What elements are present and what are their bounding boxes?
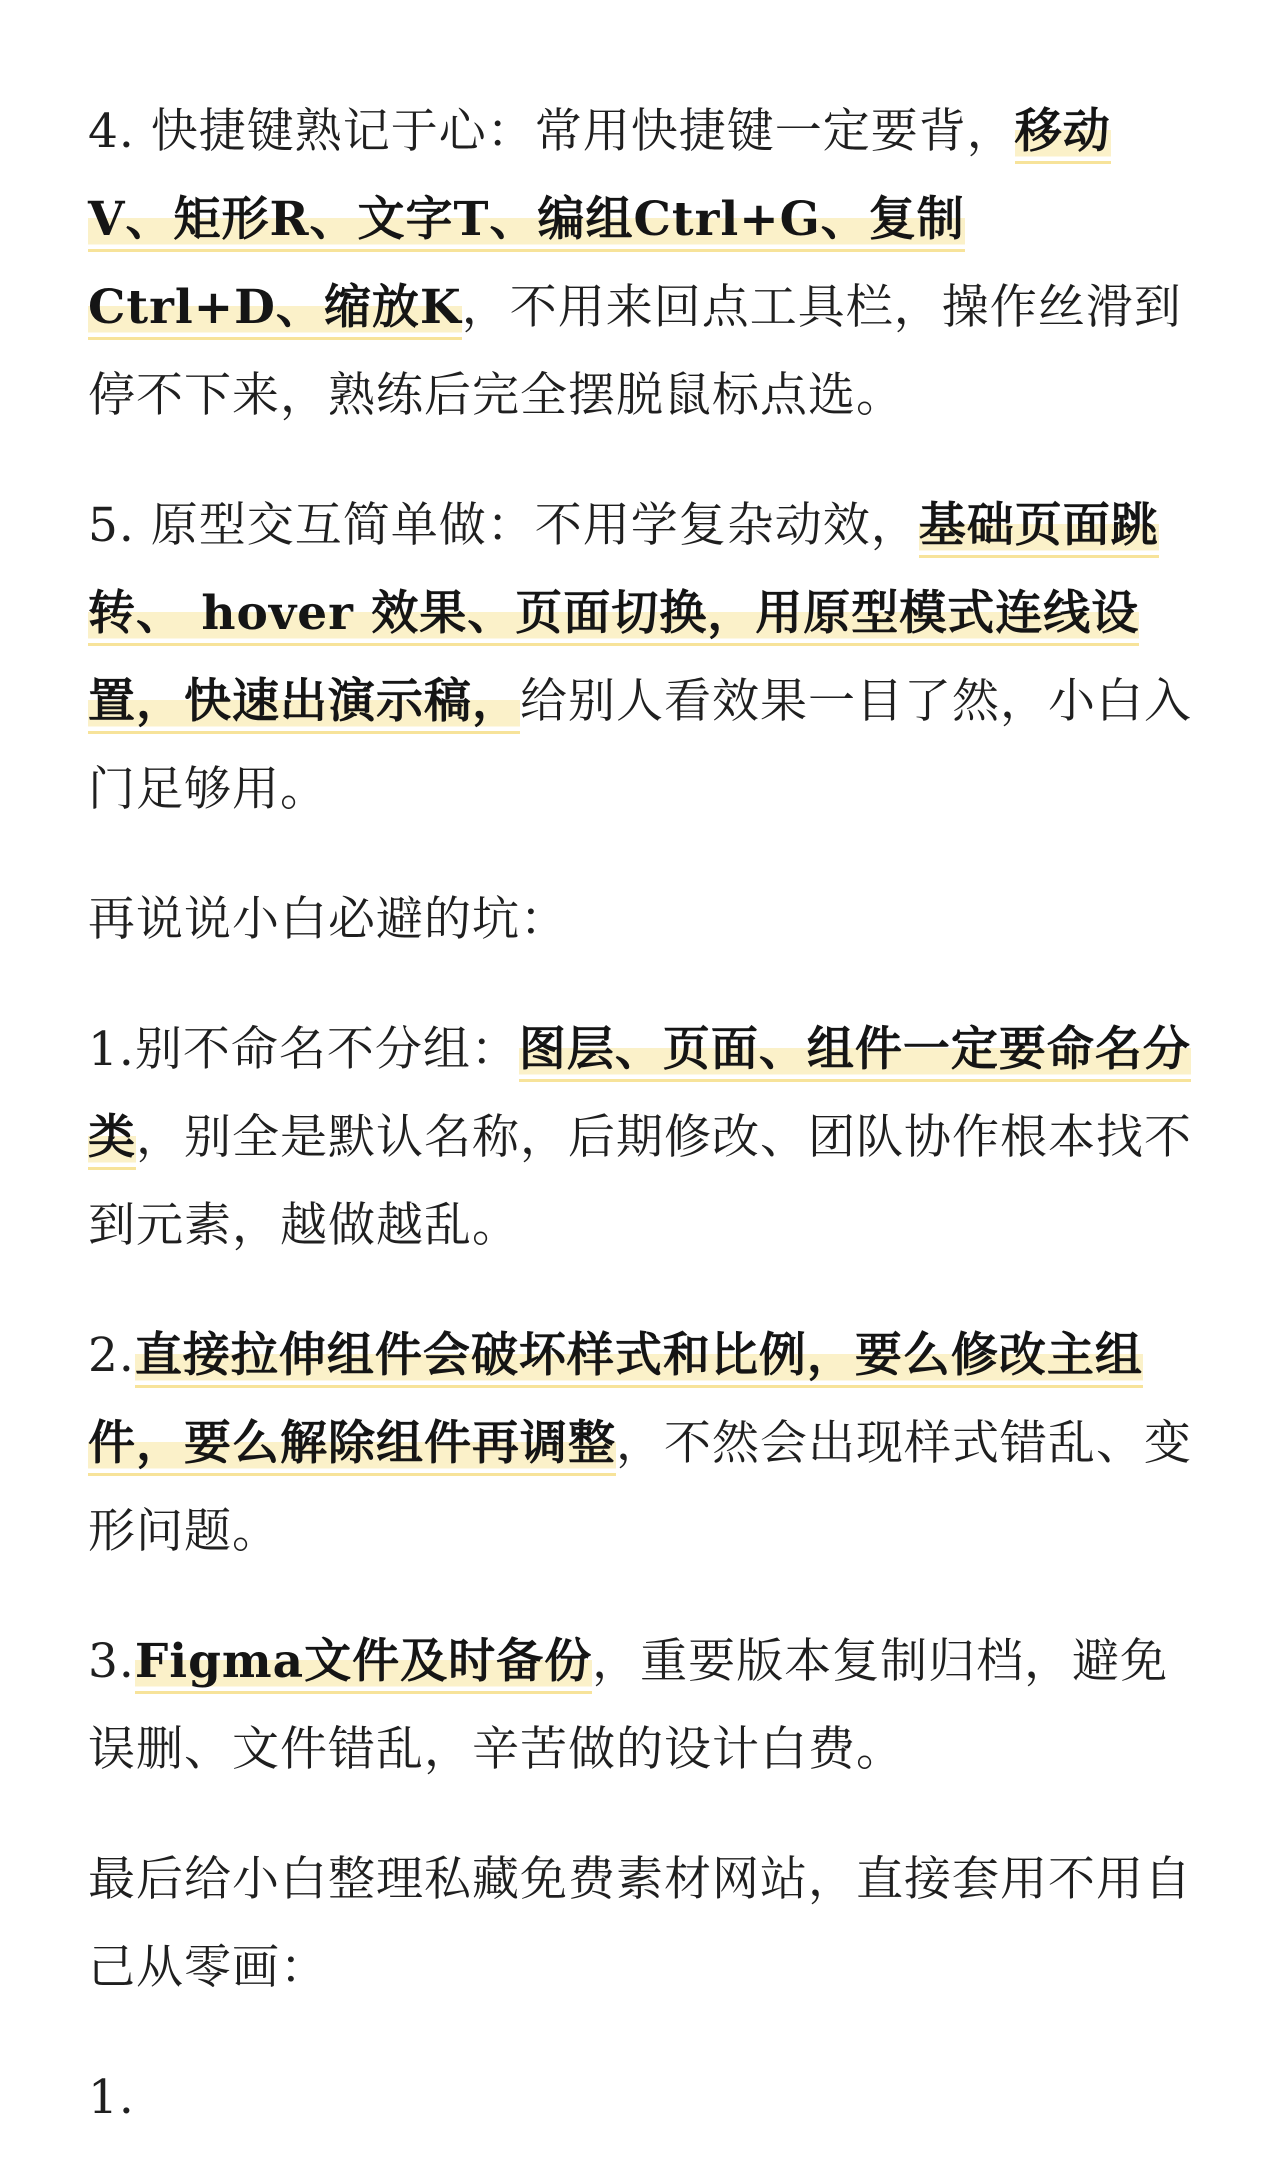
pitfall-1-highlight: 图层、页面、组件一定要命名分类	[88, 1022, 1191, 1170]
tip-5-lead: 5. 原型交互简单做：不用学复杂动效，	[88, 498, 919, 553]
pitfall-1-tail: ，别全是默认名称，后期修改、团队协作根本找不到元素，越做越乱。	[88, 1110, 1192, 1253]
pitfall-3-highlight: Figma文件及时备份	[135, 1634, 592, 1694]
pitfall-2-paragraph	[88, 1312, 1196, 1576]
tip-5-paragraph	[88, 482, 1196, 834]
resource-list-item-1: 1.	[88, 2070, 135, 2125]
pitfall-3-lead: 3.	[88, 1634, 135, 1689]
article-body	[88, 88, 1196, 2184]
pitfall-1-paragraph	[88, 1006, 1196, 1270]
tip-4-lead: 4. 快捷键熟记于心：常用快捷键一定要背，	[88, 104, 1015, 159]
tip-5-tail: 给别人看效果一目了然，小白入门足够用。	[88, 674, 1192, 817]
pitfall-3-tail: ，重要版本复制归档，避免误删、文件错乱，辛苦做的设计白费。	[88, 1634, 1169, 1777]
tip-4-paragraph	[88, 88, 1196, 440]
pitfall-2-highlight: 直接拉伸组件会破坏样式和比例，要么修改主组件，要么解除组件再调整	[88, 1328, 1143, 1476]
pitfalls-intro: 再说说小白必避的坑：	[88, 892, 568, 947]
resources-intro: 最后给小白整理私藏免费素材网站，直接套用不用自己从零画：	[88, 1852, 1192, 1995]
pitfall-1-lead: 1.别不命名不分组：	[88, 1022, 519, 1077]
tip-4-tail: ，不用来回点工具栏，操作丝滑到停不下来，熟练后完全摆脱鼠标点选。	[88, 280, 1182, 423]
pitfall-2-lead: 2.	[88, 1328, 135, 1383]
pitfall-3-paragraph	[88, 1618, 1196, 1794]
tip-4-highlight: 移动V、矩形R、文字T、编组Ctrl+G、复制Ctrl+D、缩放K	[88, 104, 1111, 340]
pitfall-2-tail: ，不然会出现样式错乱、变形问题。	[88, 1416, 1192, 1559]
tip-5-highlight: 基础页面跳转、 hover 效果、页面切换，用原型模式连线设置，快速出演示稿，	[88, 498, 1159, 734]
